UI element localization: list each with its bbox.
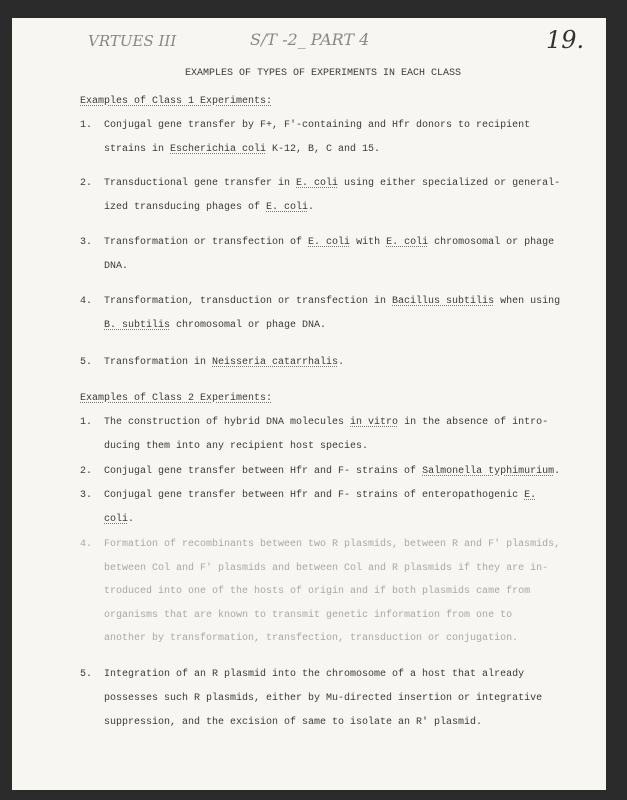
text-segment: Formation of recombinants between two R plasmids, between R and F' plasmids,	[104, 539, 561, 550]
underlined-species-name: coli	[104, 514, 129, 525]
text-segment: Conjugal gene transfer between Hfr and F- strains of	[104, 466, 423, 477]
text-segment: in the absence of intro-	[398, 417, 549, 428]
text-segment: with	[350, 237, 387, 248]
list-item-line	[104, 514, 134, 525]
list-item-number: 2.	[80, 178, 93, 189]
text-segment: ducing them into any recipient host species.	[104, 441, 369, 452]
text-segment: Transductional gene transfer in	[104, 178, 297, 189]
list-item-line	[104, 202, 314, 213]
list-item-line	[104, 693, 542, 704]
list-item-number: 4.	[80, 539, 93, 550]
list-item-number: 3.	[80, 237, 93, 248]
underlined-species-name: Salmonella typhimurium	[422, 466, 555, 477]
list-item-line	[104, 669, 524, 680]
list-item-line	[104, 357, 344, 368]
list-item-line	[104, 539, 560, 550]
list-item-line	[104, 586, 530, 597]
text-segment: Transformation in	[104, 357, 213, 368]
handwritten-note-left: VRTUES III	[88, 32, 177, 50]
text-segment: .	[338, 357, 345, 368]
text-segment: DNA.	[104, 261, 129, 272]
text-segment: organisms that are known to transmit genetic information from one to	[104, 609, 513, 621]
list-item-line	[104, 261, 128, 272]
section-heading: Examples of Class 1 Experiments:	[80, 96, 273, 107]
text-segment: Conjugal gene transfer between Hfr and F- strains of enteropathogenic	[104, 490, 525, 501]
list-item-line	[104, 563, 548, 574]
underlined-species-name: E. coli	[386, 237, 429, 248]
list-item-line	[104, 144, 380, 155]
list-item-line	[104, 490, 536, 501]
section-heading: Examples of Class 2 Experiments:	[80, 393, 273, 404]
list-item-line	[104, 296, 560, 307]
list-item-line	[104, 466, 560, 477]
underlined-species-name: E.	[524, 490, 537, 501]
list-item-line	[104, 417, 548, 428]
underlined-species-name: Neisseria catarrhalis	[212, 357, 339, 368]
list-item-line	[104, 717, 482, 728]
text-segment: suppression, and the excision of same to isolate an R' plasmid.	[104, 717, 483, 728]
text-segment: Transformation or transfection of	[104, 237, 309, 248]
text-segment: .	[128, 514, 135, 525]
list-item-line	[104, 178, 560, 189]
text-segment: K-12, B, C and 15.	[266, 144, 381, 155]
text-segment: Conjugal gene transfer by F+, F'-containing and Hfr donors to recipient	[104, 120, 531, 131]
handwritten-note-middle: S/T -2_ PART 4	[250, 30, 370, 49]
text-segment: Transformation, transduction or transfection in	[104, 296, 393, 307]
handwritten-page-number: 19.	[546, 26, 585, 54]
underlined-species-name: Bacillus subtilis	[392, 296, 495, 307]
text-segment: .	[554, 466, 561, 477]
list-item-number: 1.	[80, 417, 93, 428]
text-segment: chromosomal or phage DNA.	[170, 320, 327, 331]
list-item-number: 5.	[80, 669, 93, 680]
underlined-species-name: Escherichia coli	[170, 144, 267, 155]
text-segment: ized transducing phages of	[104, 202, 267, 213]
text-segment: .	[308, 202, 315, 213]
document-title: EXAMPLES OF TYPES OF EXPERIMENTS IN EACH CLASS	[185, 68, 462, 79]
list-item-number: 3.	[80, 490, 93, 501]
text-segment: between Col and F' plasmids and between Col and R plasmids if they are in-	[104, 562, 549, 574]
list-item-line	[104, 237, 554, 248]
list-item-line	[104, 120, 530, 131]
list-item-line	[104, 320, 326, 331]
list-item-line	[104, 610, 512, 621]
underlined-species-name: E. coli	[296, 178, 339, 189]
text-segment: troduced into one of the hosts of origin and if both plasmids came from	[104, 586, 531, 597]
text-segment: chromosomal or phage	[428, 237, 555, 248]
underlined-species-name: in vitro	[350, 417, 399, 428]
underlined-species-name: E. coli	[308, 237, 351, 248]
list-item-number: 1.	[80, 120, 93, 131]
text-segment: strains in	[104, 144, 171, 155]
text-segment: another by transformation, transfection, transduction or conjugation.	[104, 633, 519, 644]
underlined-species-name: E. coli	[266, 202, 309, 213]
list-item-number: 5.	[80, 357, 93, 368]
underlined-species-name: B. subtilis	[104, 320, 171, 331]
text-segment: when using	[494, 296, 561, 307]
text-segment: The construction of hybrid DNA molecules	[104, 417, 351, 428]
text-segment: Integration of an R plasmid into the chromosome of a host that already	[104, 669, 525, 680]
list-item-line	[104, 633, 518, 644]
text-segment: possesses such R plasmids, either by Mu-directed insertion or integrative	[104, 693, 543, 704]
list-item-number: 4.	[80, 296, 93, 307]
list-item-number: 2.	[80, 466, 93, 477]
text-segment: using either specialized or general-	[338, 178, 561, 189]
list-item-line	[104, 441, 368, 452]
